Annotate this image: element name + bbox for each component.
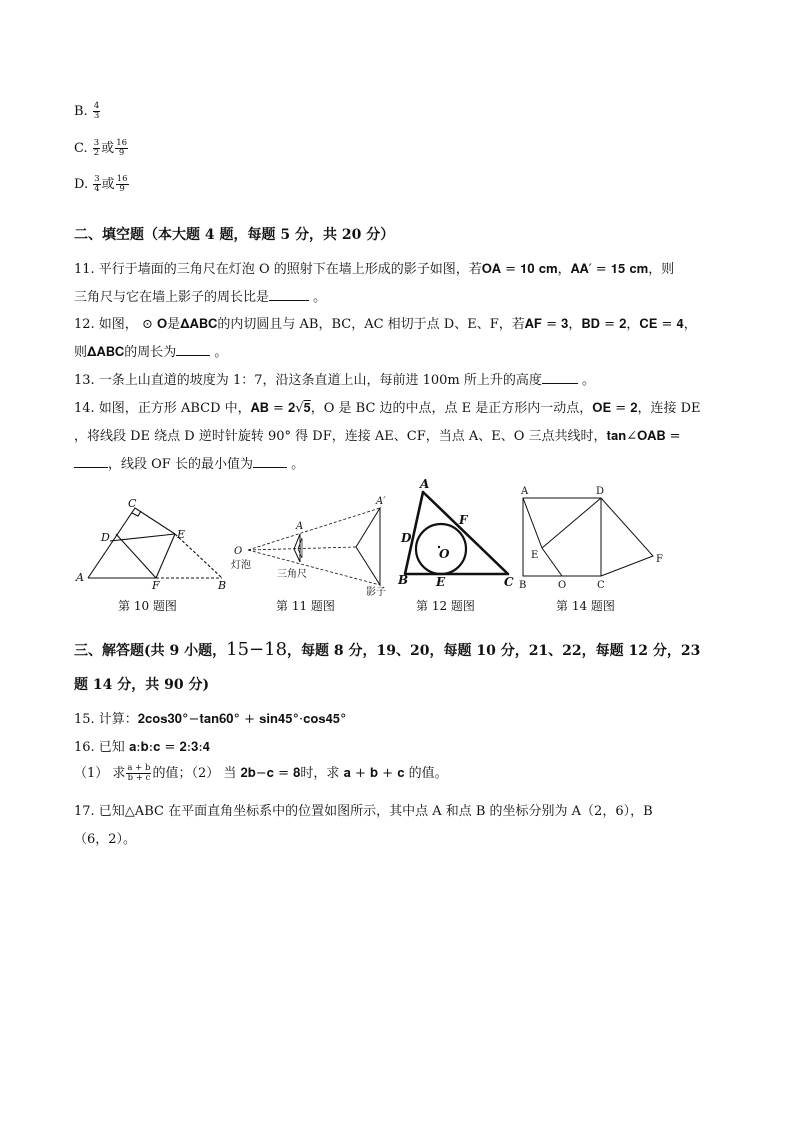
fig10-label-c: C <box>128 497 137 510</box>
fig12-label-o: O <box>439 547 450 561</box>
section-2-title: 二、填空题（本大题 4 题，每题 5 分，共 20 分） <box>74 227 395 243</box>
question-12-line-1: 12. 如图， ⊙ 𝐎是𝚫𝐀𝐁𝐂的内切圆且与 AB，BC，AC 相切于点 D、E、F，若𝐀𝐅 = 𝟑，𝐁𝐃 = 𝟐，𝐂𝐄 = 𝟒， <box>74 317 697 332</box>
fig11-label-a: A <box>296 521 304 532</box>
fig14-label-f: F <box>656 554 663 565</box>
figure-12 <box>395 476 520 591</box>
fig12-label-e: E <box>436 575 446 589</box>
answer-blank[interactable] <box>74 455 108 468</box>
figure-14 <box>515 484 670 592</box>
section-3-title-line-1: 三、解答题(共 9 小题，15−18，每题 8 分，19、20，每题 10 分，21、22，每题 12 分，23 <box>74 639 701 660</box>
fig11-label-bulb: 灯泡 <box>231 560 251 571</box>
fig12-label-c: C <box>504 575 514 589</box>
fraction: $\frac{3}{2}$ <box>93 138 100 158</box>
fig11-label-shadow: 影子 <box>366 587 386 597</box>
fig11-label-triangle-ruler: 三角尺 <box>277 569 307 580</box>
answer-blank[interactable] <box>253 455 287 468</box>
question-17-line-1: 17. 已知△ABC 在平面直角坐标系中的位置如图所示，其中点 A 和点 B 的坐标分别为 A（2，6），B <box>74 804 653 819</box>
fig12-label-a: A <box>420 477 430 491</box>
section-3-title-line-2: 题 14 分，共 90 分) <box>74 677 210 693</box>
question-14-line-2: ，将线段 DE 绕点 D 逆时针旋转 90° 得 DF，连接 AE、CF，当点 A、E、O 三点共线时，𝐭𝐚𝐧∠𝐎𝐀𝐁 = <box>74 429 681 444</box>
figure-10 <box>70 495 235 590</box>
question-15: 15. 计算：𝟐𝐜𝐨𝐬𝟑𝟎°−𝐭𝐚𝐧𝟔𝟎° + 𝐬𝐢𝐧𝟒𝟓°·𝐜𝐨𝐬𝟒𝟓° <box>74 712 347 727</box>
fig14-label-d: D <box>596 486 605 497</box>
fig14-label-a: A <box>521 486 529 497</box>
fig12-label-b: B <box>398 573 409 587</box>
fraction: $\frac{16}{9}$ <box>116 174 128 194</box>
question-11-line-1: 11. 平行于墙面的三角尺在灯泡 O 的照射下在墙上形成的影子如图，若𝐎𝐀 = 𝟏𝟎 𝐜𝐦，𝐀𝐀′ = 𝟏𝟓 𝐜𝐦，则 <box>74 262 675 277</box>
question-14-line-3: ，线段 OF 长的最小值为 。 <box>74 453 304 472</box>
question-13: 13. 一条上山直道的坡度为 1：7，沿这条直道上山，每前进 100m 所上升的高度 。 <box>74 373 596 388</box>
answer-blank[interactable] <box>542 371 578 384</box>
figure-11-caption: 第 11 题图 <box>276 599 335 613</box>
fig10-label-f: F <box>152 579 160 590</box>
fig14-label-e: E <box>531 550 539 561</box>
figure-10-caption: 第 10 题图 <box>118 599 177 613</box>
answer-blank[interactable] <box>269 288 309 301</box>
fig11-label-o: O <box>234 546 243 557</box>
fig14-label-c: C <box>597 580 605 591</box>
fig12-label-f: F <box>459 513 468 527</box>
figure-12-caption: 第 12 题图 <box>416 599 475 613</box>
question-14-line-1: 14. 如图，正方形 ABCD 中，𝐀𝐁 = 𝟐√𝟓，O 是 BC 边的中点，点 E 是正方形内一动点，𝐎𝐄 = 𝟐，连接 DE <box>74 401 701 416</box>
fraction: $\frac{a + b}{b + c}$ <box>127 763 151 783</box>
fig14-label-o: O <box>558 580 567 591</box>
fraction: $\frac{4}{3}$ <box>93 101 100 121</box>
question-17-line-2: （6，2）。 <box>74 832 137 847</box>
question-16-parts: （1） 求 $\frac{a + b}{b + c}$ 的值；（2） 当 𝟐𝐛−𝐜 = 𝟖时，求 𝐚 + 𝐛 + 𝐜 的值。 <box>74 763 448 783</box>
answer-blank[interactable] <box>176 343 210 356</box>
option-b: B. $\frac{4}{3}$ <box>74 101 100 121</box>
fig10-label-b: B <box>218 579 227 590</box>
fraction: $\frac{16}{9}$ <box>116 138 128 158</box>
fig14-label-b: B <box>519 580 527 591</box>
figure-14-caption: 第 14 题图 <box>556 599 615 613</box>
fig11-label-a-prime: A′ <box>376 496 386 507</box>
fig10-label-e: E <box>177 528 186 541</box>
fig12-label-d: D <box>401 531 412 545</box>
fig10-label-d: D <box>101 531 110 544</box>
fig10-label-a: A <box>76 571 84 584</box>
figure-11 <box>228 492 403 597</box>
question-16: 16. 已知 𝐚:𝐛:𝐜 = 𝟐:𝟑:𝟒 <box>74 740 210 755</box>
fraction: $\frac{3}{4}$ <box>94 174 100 194</box>
question-11-line-2: 三角尺与它在墙上影子的周长比是 。 <box>74 290 327 305</box>
question-12-line-2: 则𝚫𝐀𝐁𝐂的周长为 。 <box>74 345 228 360</box>
option-d: D. $\frac{3}{4}$ 或 $\frac{16}{9}$ <box>74 174 128 194</box>
option-c: C. $\frac{3}{2}$ 或 $\frac{16}{9}$ <box>74 138 128 158</box>
